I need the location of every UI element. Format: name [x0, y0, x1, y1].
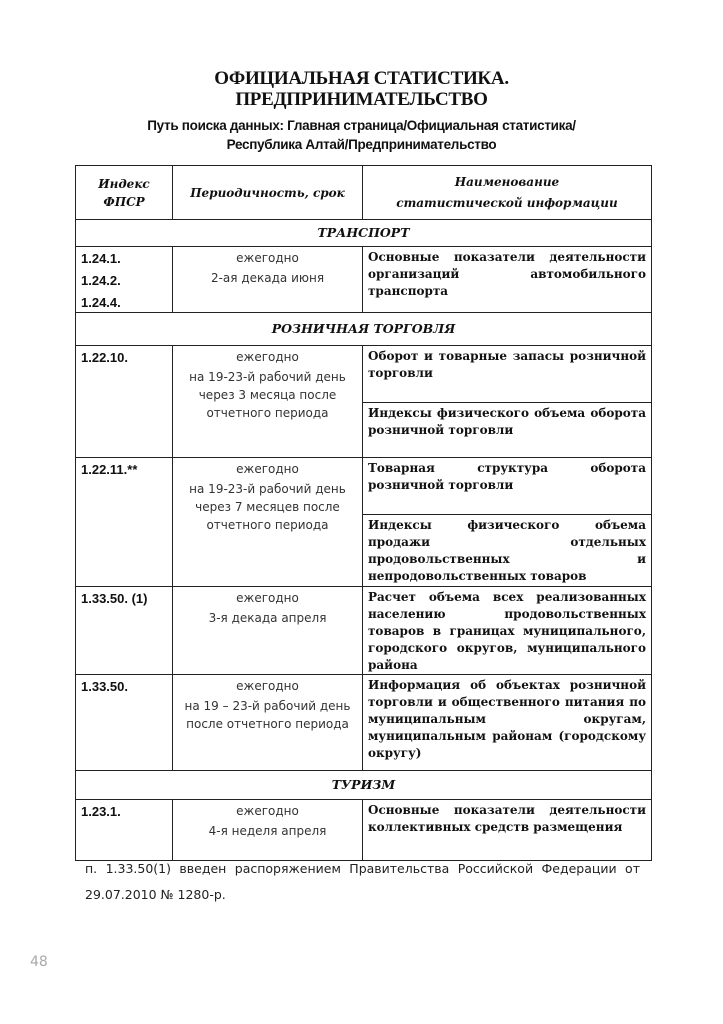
statistics-table	[75, 165, 652, 861]
section-title: ТУРИЗМ	[76, 771, 652, 800]
period-cell: ежегодно 4-я неделя апреля	[173, 800, 363, 861]
index-cell: 1.22.10.	[76, 346, 173, 458]
period-cell: ежегодно 2-ая декада июня	[173, 247, 363, 313]
name-cell: Оборот и товарные запасы розничной торговли	[363, 346, 652, 403]
index-cell: 1.23.1.	[76, 800, 173, 861]
page-title: ОФИЦИАЛЬНАЯ СТАТИСТИКА. ПРЕДПРИНИМАТЕЛЬСТВО	[214, 68, 509, 110]
period-cell: ежегодно на 19-23-й рабочий день через 3 месяца после отчетного периода	[173, 346, 363, 458]
index-cell: 1.24.1. 1.24.2. 1.24.4.	[76, 247, 173, 313]
index-cell: 1.33.50.	[76, 675, 173, 771]
period-cell: ежегодно 3-я декада апреля	[173, 587, 363, 675]
name-cell: Основные показатели деятельности организаций автомобильного транспорта	[363, 247, 652, 313]
name-cell: Информация об объектах розничной торговли и общественного питания по муниципальным округам, муниципальным районам (городскому округу)	[363, 675, 652, 771]
name-cell: Основные показатели деятельности коллективных средств размещения	[363, 800, 652, 861]
name-cell: Расчет объема всех реализованных населению продовольственных товаров в границах муниципального, городского округов, муниципального района	[363, 587, 652, 675]
index-cell: 1.33.50. (1)	[76, 587, 173, 675]
section-title: РОЗНИЧНАЯ ТОРГОВЛЯ	[76, 313, 652, 346]
search-path: Путь поиска данных: Главная страница/Официальная статистика/ Республика Алтай/Предпринимательство	[147, 118, 576, 152]
header-period: Периодичность, срок	[173, 166, 363, 220]
header-name: Наименование статистической информации	[363, 166, 652, 220]
table-row	[76, 675, 652, 771]
page-number: 48	[30, 954, 48, 970]
name-cell: Индексы физического объема оборота розничной торговли	[363, 403, 652, 458]
name-cell: Индексы физического объема продажи отдельных продовольственных и непродовольственных товаров	[363, 515, 652, 587]
name-cell: Товарная структура оборота розничной торговли	[363, 458, 652, 515]
table-row	[76, 458, 652, 515]
table-row	[76, 247, 652, 313]
section-row	[76, 771, 652, 800]
period-cell: ежегодно на 19-23-й рабочий день через 7 месяцев после отчетного периода	[173, 458, 363, 587]
index-cell: 1.22.11.**	[76, 458, 173, 587]
header-index: Индекс ФПСР	[76, 166, 173, 220]
footnote: п. 1.33.50(1) введен распоряжением Правительства Российской Федерации от 29.07.2010 № 1280-р.	[85, 861, 640, 902]
period-cell: ежегодно на 19 – 23-й рабочий день после отчетного периода	[173, 675, 363, 771]
table-row	[76, 587, 652, 675]
table-header-row	[76, 166, 652, 220]
section-row	[76, 313, 652, 346]
table-row	[76, 346, 652, 403]
section-title: ТРАНСПОРТ	[76, 220, 652, 247]
section-row	[76, 220, 652, 247]
table-row	[76, 800, 652, 861]
